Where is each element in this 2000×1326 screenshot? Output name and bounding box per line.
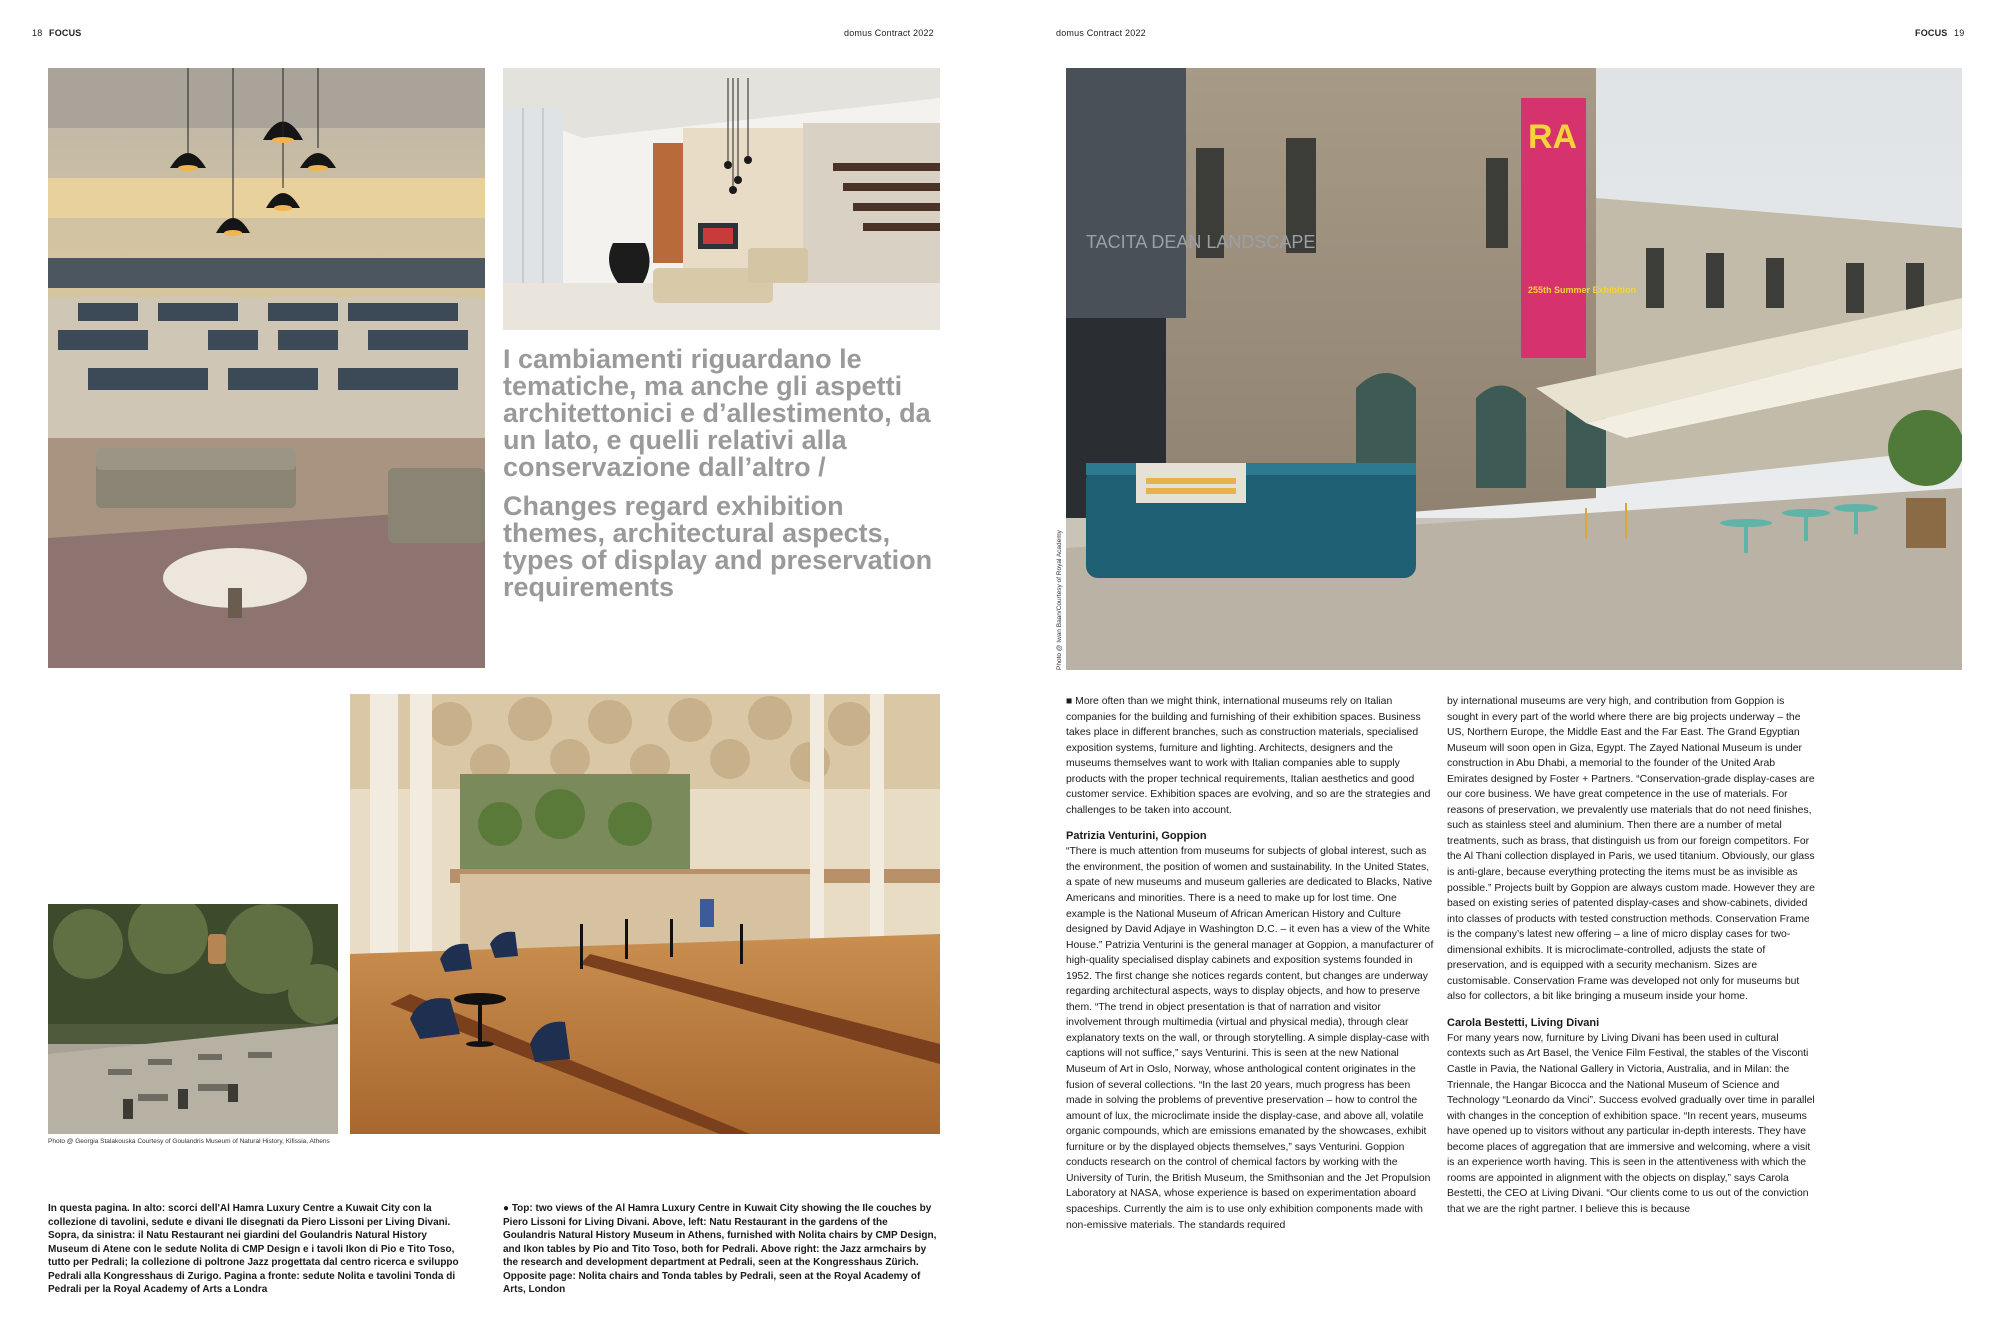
- photo-kongresshaus: [350, 694, 940, 1134]
- article-heading-bestetti: Carola Bestetti, Living Divani: [1447, 1016, 1600, 1029]
- photo-royal-academy: [1066, 68, 1962, 670]
- caption-english: ● Top: two views of the Al Hamra Luxury Centre in Kuwait City showing the Ile couches by Piero Lissoni for Living Divani. Above, left: Natu Restaurant in the gardens of the Goulandris Natural History Museum in Athens, furnished with Nolita chairs by CMP Design, and Ikon tables by Pio and Tito Toso, both for Pedrali. Above right: the Jazz armchairs by the research and development department at Pedrali, seen at the Kongresshaus Zürich. Opposite page: Nolita chairs and Tonda tables by Pedrali, seen at the Royal Academy of Arts, London: [503, 1203, 937, 1295]
- banner-summer-text: 255th Summer Exhibition: [1528, 285, 1637, 295]
- pull-quote-english: Changes regard exhibition themes, architectural aspects, types of display and preservation requirements: [503, 491, 933, 602]
- article-column-2: [1447, 694, 1817, 1218]
- article-column-1: [1066, 694, 1436, 1233]
- pull-quote-italian: I cambiamenti riguardano le tematiche, ma anche gli aspetti architettonici e d’allestimento, da un lato, e quelli relativi alla conservazione dall’altro /: [503, 344, 931, 482]
- caption-italian: In questa pagina. In alto: scorci dell'Al Hamra Luxury Centre a Kuwait City con la collezione di tavolini, sedute e divani Ile disegnati da Piero Lissoni per Living Divani. Sopra, da sinistra: il Natu Restaurant nei giardini del Goulandris Natural History Museum di Atene con le sedute Nolita di CMP Design e i tavoli Ikon di Pio e Tito Toso, tutto per Pedrali; la collezione di poltrone Jazz progettata dal centro ricerca e sviluppo Pedrali alla Kongresshaus di Zurigo. Pagina a fronte: sedute Nolita e tavolini Tonda di Pedrali per la Royal Academy of Arts a Londra: [48, 1203, 459, 1295]
- banner-dark-text: TACITA DEAN LANDSCAPE: [1086, 232, 1316, 252]
- article-heading-venturini: Patrizia Venturini, Goppion: [1066, 830, 1207, 843]
- left-page-number: 18: [32, 28, 43, 38]
- right-page-number: 19: [1954, 28, 1965, 38]
- left-magazine-label: domus Contract 2022: [844, 28, 934, 38]
- article-body-goppion: by international museums are very high, and contribution from Goppion is sought in every part of the world where there are big projects underway – the US, Northern Europe, the Middle East and the Far East. The Grand Egyptian Museum will soon open in Giza, Egypt. The Zayed National Museum is under construction in Abu Dhabi, a memorial to the founder of the United Arab Emirates designed by Foster + Partners. “Conservation-grade display-cases are our core business. We have great competence in the use of materials. For reasons of preservation, we prevalently use materials that do not need finishes, such as stainless steel and aluminium. Then there are a number of metal treatments, such as brass, that distinguish us from our foreign competitors. For the Al Thani collection displayed in Paris, we used titanium. Obviously, our glass is anti-glare, because everything protecting the items must be as invisible as possible.” Projects built by Goppion are always custom made. However they are based on existing series of patented display-cases and show-cabinets, divided into classes of products with tested construction methods. Conservation Frame is the company’s latest new offering – a line of micro display cases for two-dimensional exhibits. It is microclimate-controlled, adjusts the state of preservation, and is equipped with a security mechanism. Sizes are customisable. Conservation Frame was developed not only for museums but also for collectors, a bit like bringing a museum inside your home.: [1447, 696, 1815, 1003]
- photo-credit-garden: Photo @ Georgia Stalakouska Courtesy of Goulandris Museum of Natural History, Kifissia, Athens: [48, 1138, 330, 1145]
- left-section-label: FOCUS: [49, 28, 82, 38]
- article-body-venturini: “There is much attention from museums for subjects of global interest, such as the environment, the position of women and sustainability. In the United States, a spate of new museums and museum galleries are dedicated to Blacks, Native Americans and minorities. There is a need to make up for lost time. One example is the National Museum of African American History and Culture designed by David Adjaye in Washington D.C. – it even has a view of the White House.” Patrizia Venturini is the general manager at Goppion, a manufacturer of high-quality specialised display cabinets and exposition systems founded in 1952. The first change she notices regards content, but changes are underway regarding architectural aspects, ways to display objects, and how to preserve them. “The trend in object presentation is that of narration and visitor involvement through multimedia (virtual and physical media), through clear explanatory texts on the wall, or through storytelling. A simple display-case with captions will not suffice,” says Venturini. This is seen at the new National Museum of Art in Oslo, Norway, whose anthological content originates in the fusion of several collections. “In the last 20 years, much progress has been made in solving the problems of preventive preservation – how to control the amount of lux, the microclimate inside the display-case, and above all, volatile organic compounds, which are emissions emanated by the showcases, exhibit furniture or by the displayed objects themselves,” says Venturini. Goppion conducts research on the control of chemical factors by working with the University of Turin, the British Museum, the Smithsonian and the Jet Propulsion Laboratory at NASA, whose experience is based on experimentation aboard spaceships. Currently the aim is to use only exhibition components made with non-emissive materials. The standards required: [1066, 846, 1434, 1231]
- banner-ra-text: RA: [1528, 118, 1578, 156]
- photo-al-hamra-lounge: [48, 68, 485, 668]
- pull-quote: [503, 346, 943, 601]
- article-body-bestetti: For many years now, furniture by Living Divani has been used in cultural contexts such as Art Basel, the Venice Film Festival, the stables of the Visconti Castle in Pavia, the National Gallery in Victoria, Australia, and in Milan: the Triennale, the Hangar Bicocca and the National Museum of Science and Technology “Leonardo da Vinci”. Success evolved gradually over time in parallel with changes in the conception of exhibition space. “In recent years, museums have opened up to visitors without any particular in-depth interests. They have become places of aggregation that are immersive and welcoming, where a visit is an experience worth having. This is seen in the attentiveness with which the rooms are appointed in alignment with the objects on display,” says Carola Bestetti, the CEO at Living Divani. “Our clients come to us out of the conviction that we are the right partner. I believe this is because: [1447, 1032, 1815, 1215]
- article-intro: ■ More often than we might think, international museums rely on Italian companies for the building and furnishing of their exhibition spaces. Business takes place in different branches, such as construction materials, specialised exposition systems, furniture and lighting. Architects, designers and the museums themselves want to work with Italian companies able to supply products with the proper technical requirements, Italian aesthetics and good customer service. Exhibition spaces are evolving, and so are the strategies and challenges to be taken into account.: [1066, 696, 1431, 816]
- photo-natu-restaurant: [48, 904, 338, 1134]
- photo-credit-academy: Photo @ Iwan Baan/Courtesy of Royal Academy: [1056, 530, 1063, 670]
- right-magazine-label: domus Contract 2022: [1056, 28, 1146, 38]
- photo-al-hamra-lobby: [503, 68, 940, 330]
- right-section-label: FOCUS: [1915, 28, 1948, 38]
